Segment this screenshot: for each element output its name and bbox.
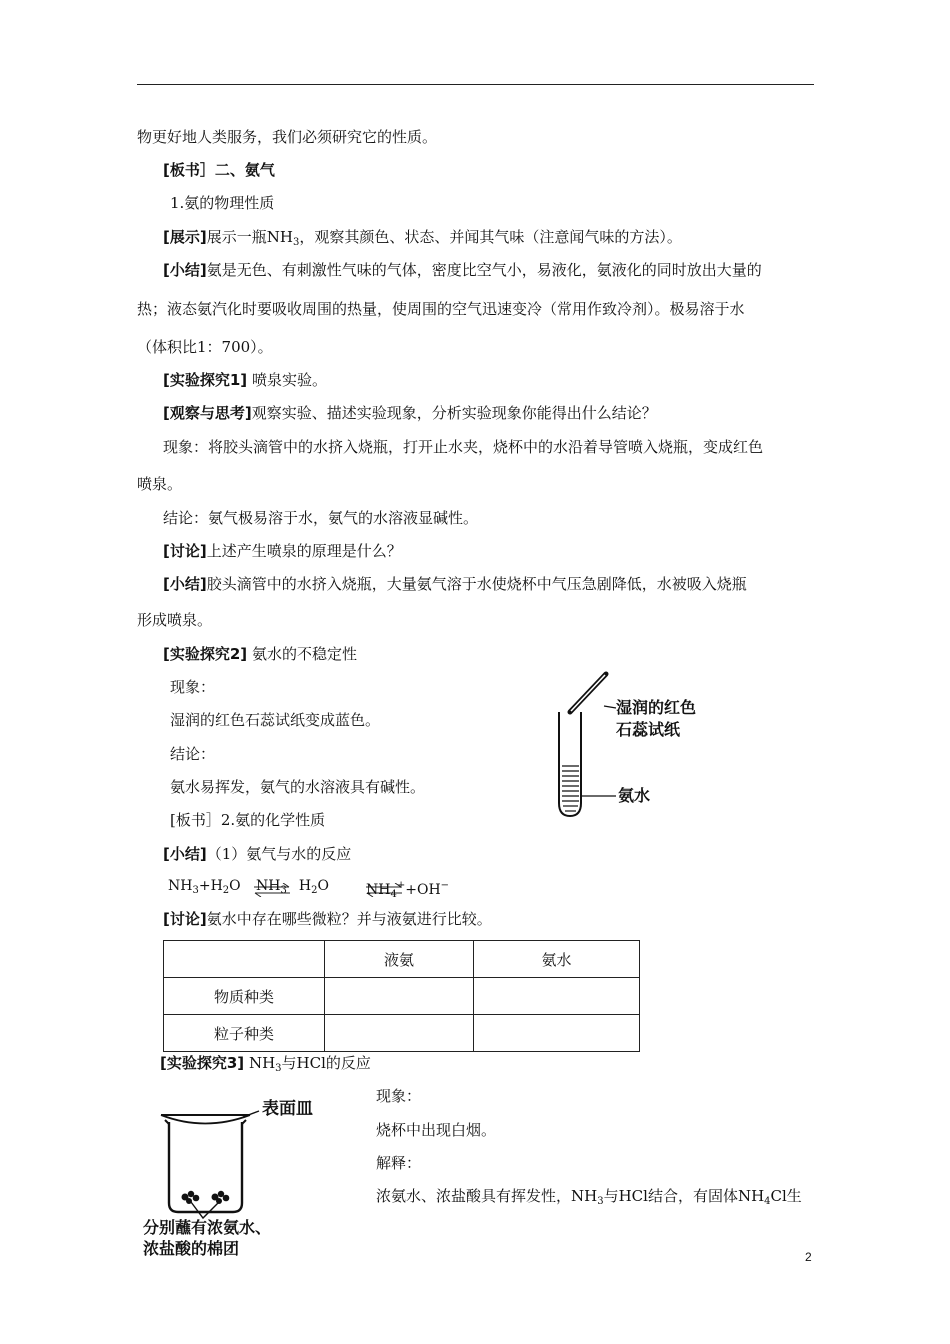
text-line: 现象： bbox=[170, 678, 216, 696]
text-line: 湿润的红色石蕊试纸变成蓝色。 bbox=[170, 711, 381, 729]
text-line: 结论： bbox=[170, 745, 216, 763]
section-heading: [板书］二、氨气 bbox=[163, 161, 275, 179]
diagram-label: 石蕊试纸 bbox=[616, 720, 681, 739]
beaker-diagram bbox=[155, 1108, 265, 1220]
text-line: [实验探究1] 喷泉实验。 bbox=[163, 371, 327, 389]
comparison-table bbox=[163, 940, 640, 1052]
diagram-label: 分别蘸有浓氨水、 bbox=[143, 1218, 272, 1237]
text-line: [观察与思考]观察实验、描述实验现象，分析实验现象你能得出什么结论？ bbox=[163, 404, 657, 422]
table-cell bbox=[325, 1015, 474, 1052]
table-row bbox=[164, 978, 640, 1015]
table-header-row bbox=[164, 941, 640, 978]
table-cell bbox=[474, 978, 640, 1015]
diagram-label: 氨水 bbox=[618, 786, 651, 805]
test-tube-diagram bbox=[548, 668, 618, 820]
text-line: （体积比1：700）。 bbox=[137, 338, 273, 356]
table-cell bbox=[474, 1015, 640, 1052]
table-header: 液氨 bbox=[325, 941, 474, 978]
diagram-label: 湿润的红色 bbox=[616, 698, 697, 717]
text-line: 热；液态氨汽化时要吸收周围的热量，使周围的空气迅速变冷（常用作致冷剂）。极易溶于水 bbox=[137, 300, 745, 318]
text-line: [实验探究2] 氨水的不稳定性 bbox=[163, 645, 357, 663]
text-line: [讨论]氨水中存在哪些微粒？并与液氨进行比较。 bbox=[163, 910, 492, 928]
text-line: 现象：将胶头滴管中的水挤入烧瓶，打开止水夹，烧杯中的水沿着导管喷入烧瓶，变成红色 bbox=[163, 438, 764, 456]
text-line: 氨水易挥发，氨气的水溶液具有碱性。 bbox=[170, 778, 426, 796]
text-line: 烧杯中出现白烟。 bbox=[376, 1121, 497, 1139]
header-rule bbox=[137, 84, 814, 85]
diagram-label: 浓盐酸的棉团 bbox=[143, 1239, 240, 1258]
table-header: 氨水 bbox=[474, 941, 640, 978]
text-line: 结论：氨气极易溶于水，氨气的水溶液显碱性。 bbox=[163, 509, 479, 527]
diagram-label: 表面皿 bbox=[262, 1099, 313, 1119]
equation-products: $NH_4^++OH^-$ bbox=[366, 880, 450, 900]
text-line: 喷泉。 bbox=[137, 475, 183, 493]
text-line: 浓氨水、浓盐酸具有挥发性，$NH_3$与HCl结合，有固体$NH_4Cl$生 bbox=[376, 1187, 802, 1207]
page-number: 2 bbox=[805, 1250, 812, 1264]
text-line: [展示]展示一瓶$NH_3$，观察其颜色、状态、并闻其气味（注意闻气味的方法）。 bbox=[163, 228, 682, 248]
text-line: [小结]胶头滴管中的水挤入烧瓶，大量氨气溶于水使烧杯中气压急剧降低，水被吸入烧瓶 bbox=[163, 575, 747, 593]
text-line: [实验探究3] $NH_3$与HCl的反应 bbox=[160, 1054, 371, 1074]
text-line: 解释： bbox=[376, 1154, 422, 1172]
table-cell: 粒子种类 bbox=[164, 1015, 325, 1052]
table-cell bbox=[164, 941, 325, 978]
table-cell bbox=[325, 978, 474, 1015]
text-line: [讨论]上述产生喷泉的原理是什么？ bbox=[163, 542, 402, 560]
text-line: [小结]（1）氨气与水的反应 bbox=[163, 845, 352, 863]
text-line: [板书］2.氨的化学性质 bbox=[170, 811, 326, 829]
table-row bbox=[164, 1015, 640, 1052]
text-line: 现象： bbox=[376, 1087, 422, 1105]
text-line: [小结]氨是无色、有刺激性气味的气体，密度比空气小，易液化，氨液化的同时放出大量的 bbox=[163, 261, 762, 279]
equation-middle: $NH_3$ $H_2O$ bbox=[256, 878, 329, 896]
table-cell: 物质种类 bbox=[164, 978, 325, 1015]
text-line: 形成喷泉。 bbox=[137, 611, 213, 629]
subheading: 1.氨的物理性质 bbox=[170, 194, 275, 212]
equation-reactants: $NH_3+H_2O$ bbox=[168, 878, 241, 896]
text-line: 物更好地人类服务，我们必须研究它的性质。 bbox=[137, 128, 438, 146]
